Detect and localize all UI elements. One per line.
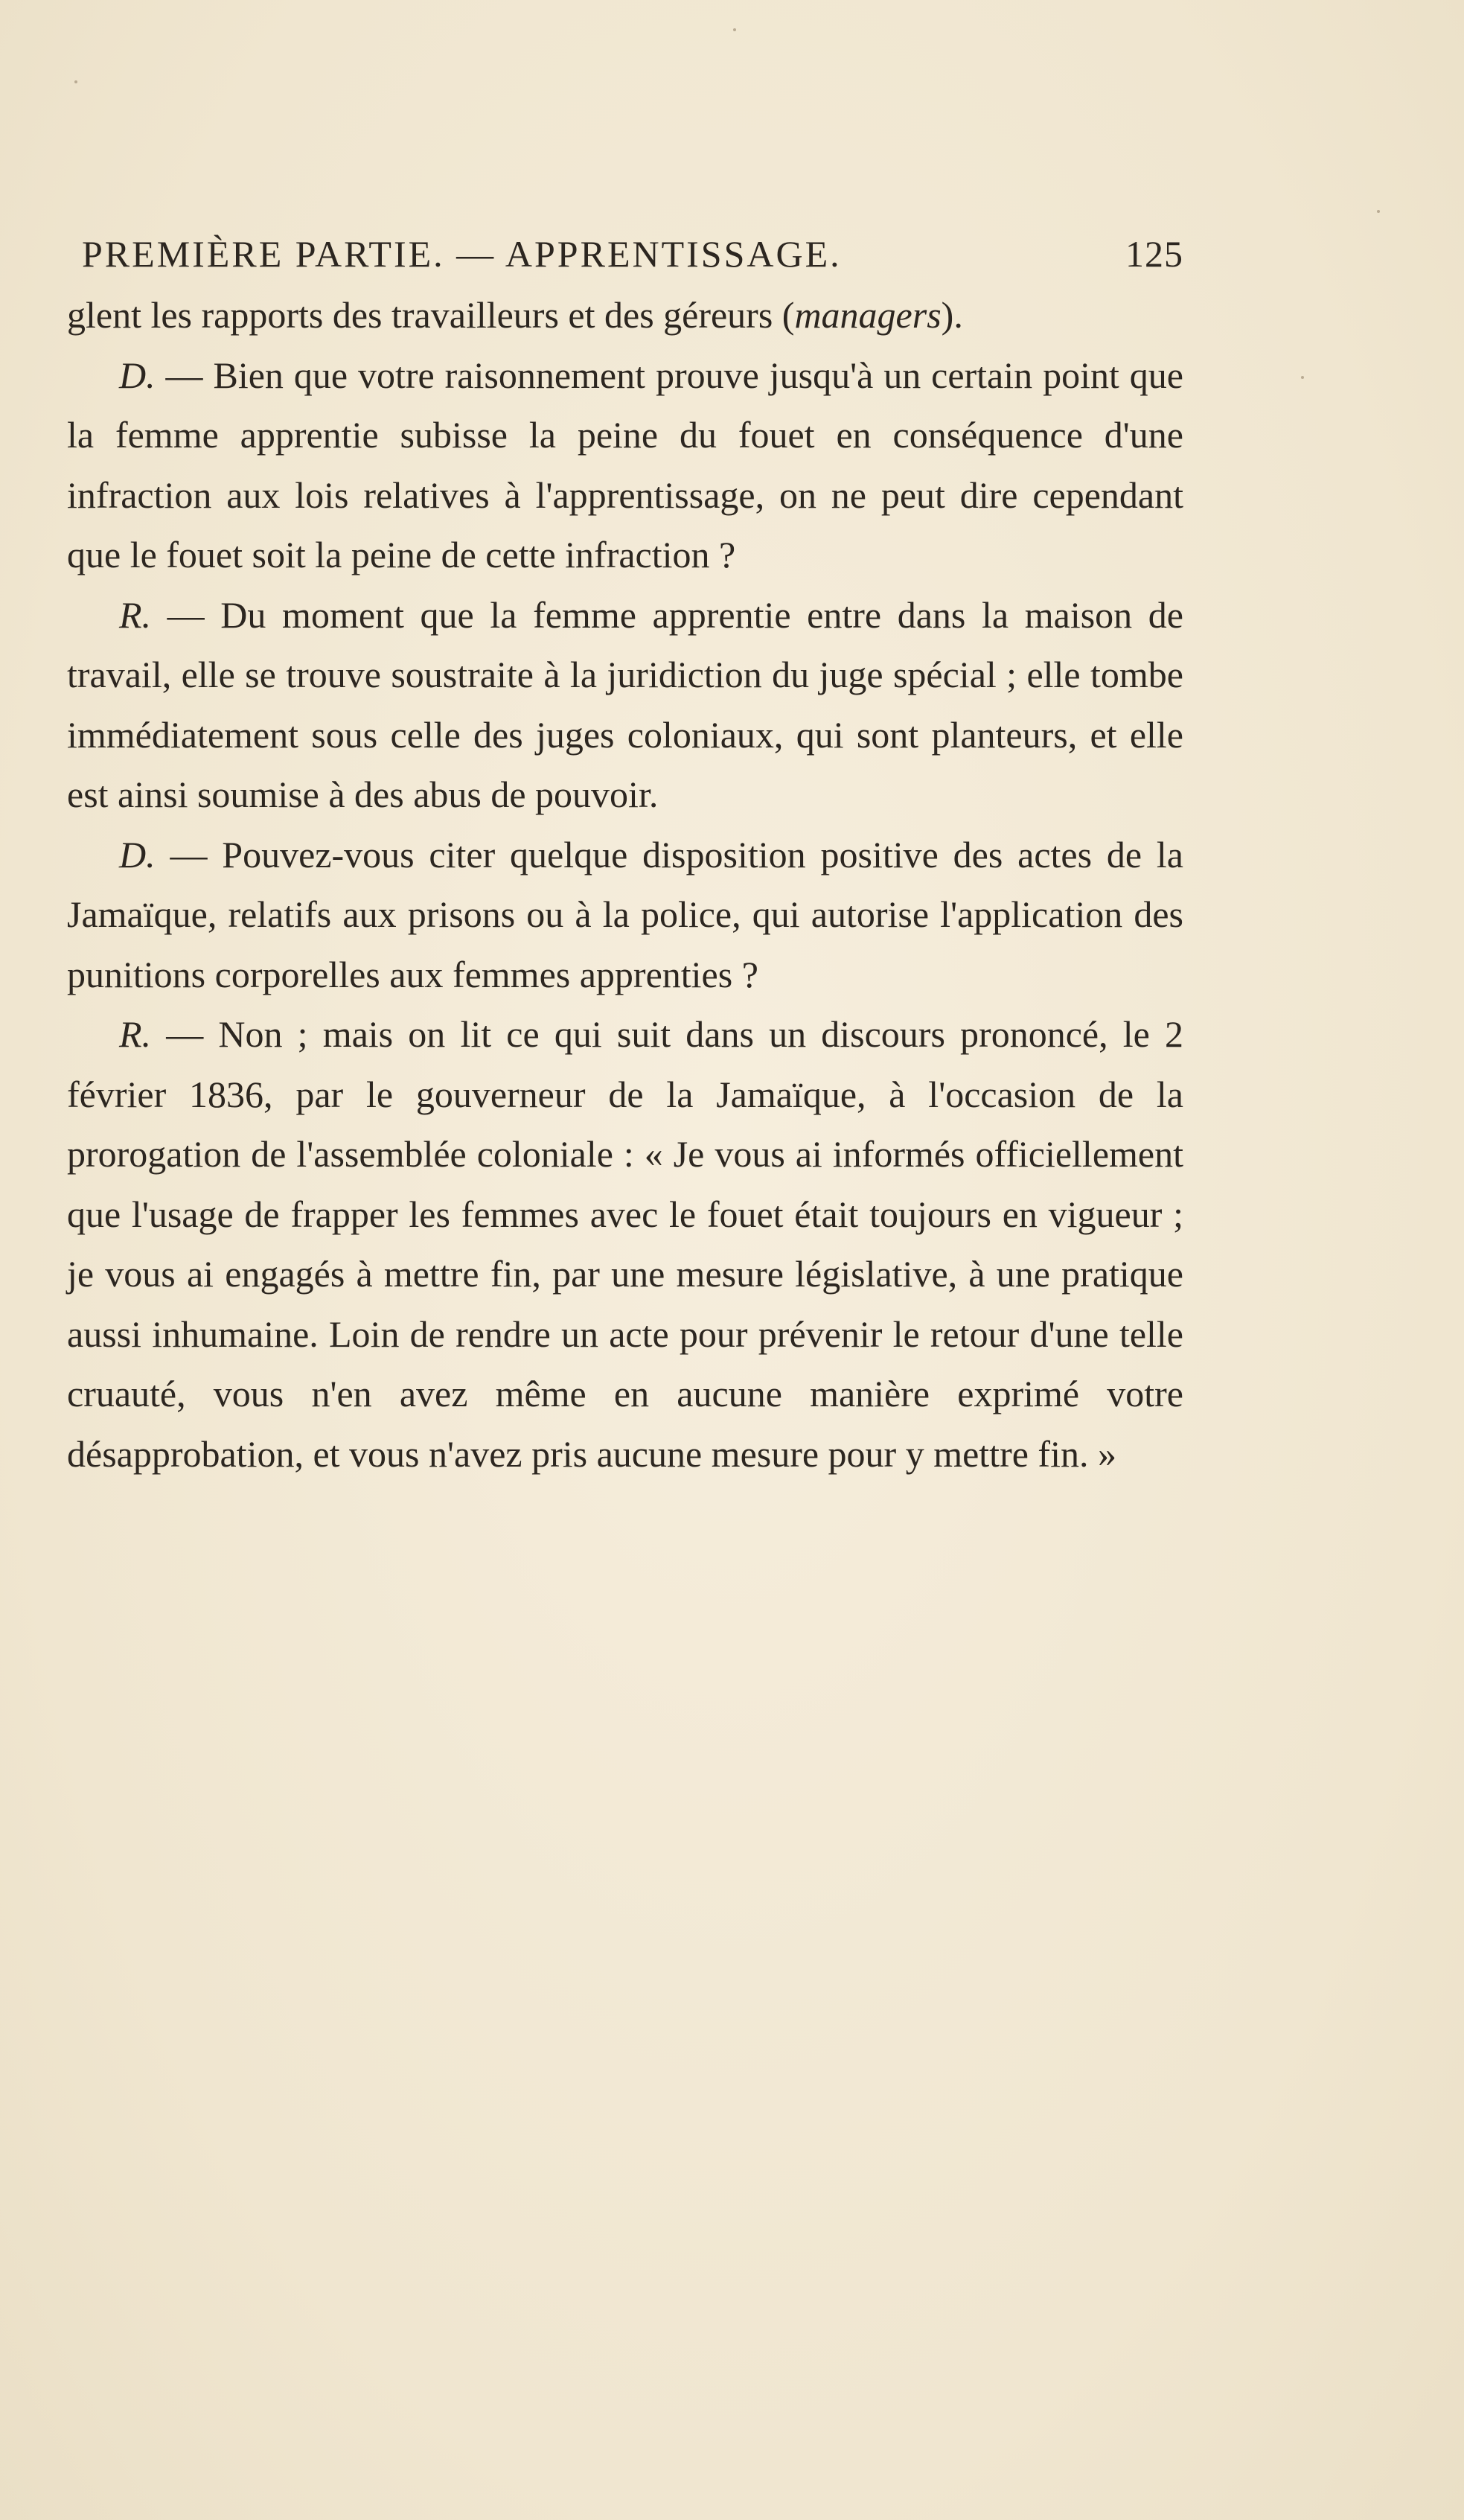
answer-paragraph: [67, 1004, 1183, 1484]
answer-paragraph: [67, 585, 1183, 825]
paper-speck: [1301, 376, 1304, 379]
paragraph-text: — Du moment que la femme apprentie entre dans la maison de travail, elle se trouve soustraite à la juridiction du juge spécial ; elle tombe immédiatement sous celle des juges coloniaux, qui sont planteurs, et elle est ainsi soumise à des abus de pouvoir.: [67, 593, 1183, 815]
body-text: [67, 285, 1183, 1484]
paragraph-text: — Bien que votre raisonnement prouve jusqu'à un certain point que la femme apprentie subisse la peine du fouet en conséquence d'une infraction aux lois relatives à l'apprentissage, on ne peut dire cependant que le fouet soit la peine de cette infraction ?: [67, 354, 1183, 575]
question-paragraph: [67, 825, 1183, 1005]
paragraph-continuation: [67, 285, 1183, 345]
speaker-label: D.: [119, 833, 156, 875]
speaker-label: R.: [119, 593, 152, 636]
paper-speck: [733, 28, 736, 31]
question-paragraph: [67, 345, 1183, 585]
speaker-label: R.: [119, 1013, 152, 1055]
paper-speck: [74, 80, 77, 83]
paper-speck: [1377, 210, 1380, 213]
paragraph-text: ).: [941, 294, 963, 336]
running-head: [82, 227, 1183, 281]
italic-term: managers: [794, 294, 942, 336]
paragraph-text: glent les rapports des travailleurs et des géreurs (: [67, 294, 795, 336]
running-title: PREMIÈRE PARTIE. — APPRENTISSAGE.: [82, 233, 842, 275]
speaker-label: D.: [119, 354, 156, 396]
paragraph-text: — Non ; mais on lit ce qui suit dans un discours prononcé, le 2 février 1836, par le gouverneur de la Jamaïque, à l'occasion de la prorogation de l'assemblée coloniale : « Je vous ai informés officiellement que l'usage de frapper les femmes avec le fouet était toujours en vigueur ; je vous ai engagés à mettre fin, par une mesure législative, à une pratique aussi inhumaine. Loin de rendre un acte pour prévenir le retour d'une telle cruauté, vous n'en avez même en aucune manière exprimé votre désapprobation, et vous n'avez pris aucune mesure pour y mettre fin. »: [67, 1013, 1183, 1475]
page-number: 125: [1125, 233, 1183, 275]
page-content: [67, 227, 1183, 1484]
paragraph-text: — Pouvez-vous citer quelque disposition positive des actes de la Jamaïque, relatifs aux prisons ou à la police, qui autorise l'application des punitions corporelles aux femmes apprenties ?: [67, 833, 1183, 995]
